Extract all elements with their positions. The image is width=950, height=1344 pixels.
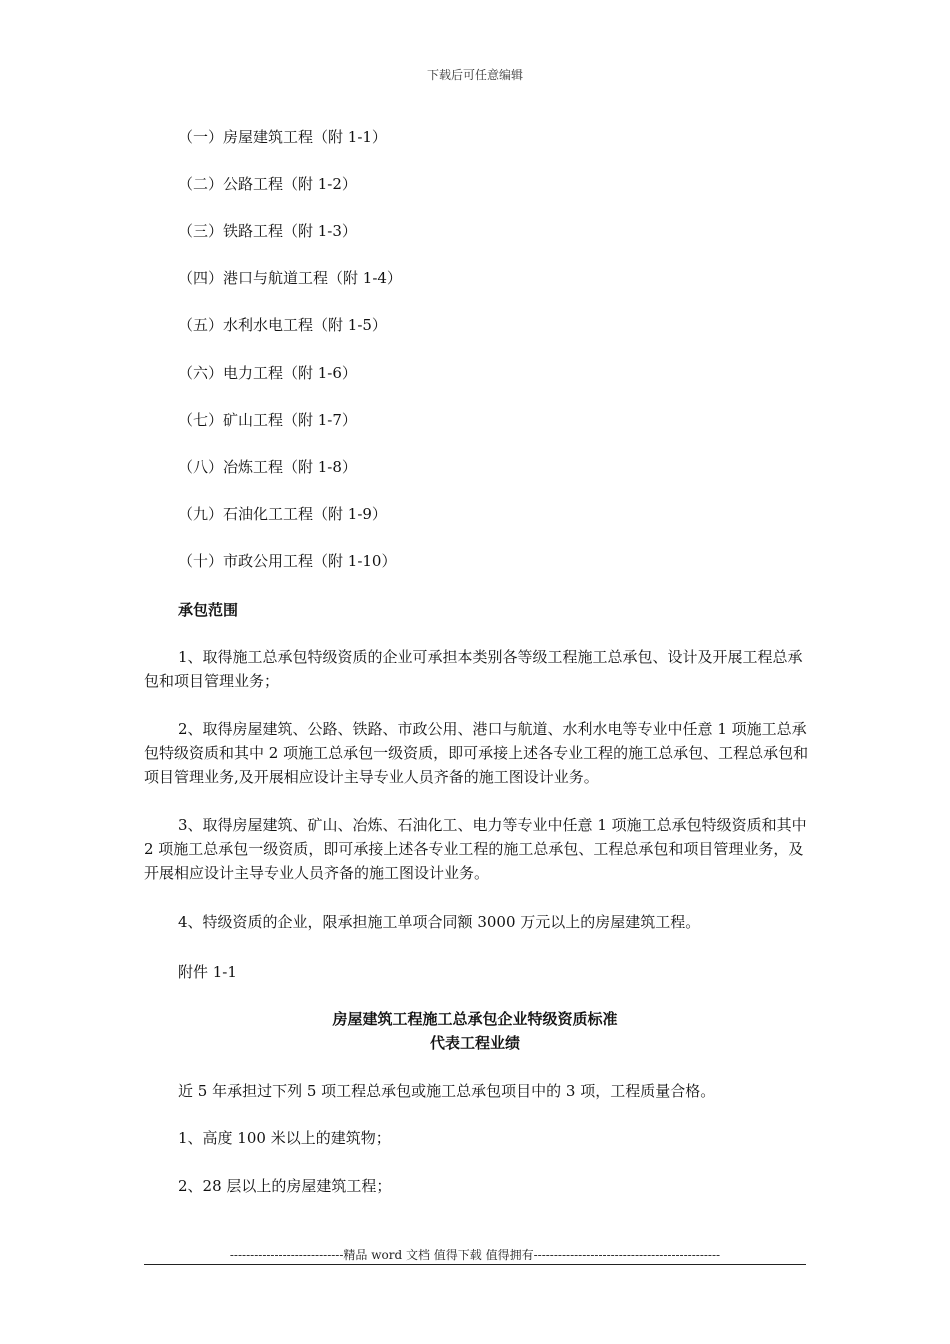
scope-paragraph-1: 1、取得施工总承包特级资质的企业可承担本类别各等级工程施工总承包、设计及开展工程总承包和项目管理业务；: [144, 648, 803, 690]
category-item-8: （八）冶炼工程（附 1-8）: [178, 458, 357, 476]
category-item-10: （十）市政公用工程（附 1-10）: [178, 552, 397, 570]
appendix-label: 附件 1-1: [178, 963, 237, 981]
scope-heading: 承包范围: [178, 601, 239, 619]
category-item-7: （七）矿山工程（附 1-7）: [178, 411, 357, 429]
appendix-intro: 近 5 年承担过下列 5 项工程总承包或施工总承包项目中的 3 项，工程质量合格。: [178, 1082, 716, 1100]
appendix-subtitle: 代表工程业绩: [429, 1034, 520, 1052]
scope-paragraph-2: 2、取得房屋建筑、公路、铁路、市政公用、港口与航道、水利水电等专业中任意 1 项施工总承包特级资质和其中 2 项施工总承包一级资质，即可承接上述各专业工程的施工总承包、工程总承包和项目管理业务,及开展相应设计主导专业人员齐备的施工图设计业务。: [144, 720, 809, 786]
category-item-5: （五）水利水电工程（附 1-5）: [178, 316, 387, 334]
appendix-item-1: 1、高度 100 米以上的建筑物；: [178, 1129, 391, 1147]
page-footer: ----------------------------精品 word 文档 值得下载 值得拥有----------------------------------------------: [229, 1248, 721, 1262]
scope-paragraph-4: 4、特级资质的企业，限承担施工单项合同额 3000 万元以上的房屋建筑工程。: [178, 913, 701, 931]
page-header: 下载后可任意编辑: [426, 68, 523, 82]
category-item-4: （四）港口与航道工程（附 1-4）: [178, 269, 402, 287]
appendix-item-2: 2、28 层以上的房屋建筑工程；: [178, 1177, 392, 1195]
category-item-3: （三）铁路工程（附 1-3）: [178, 222, 357, 240]
category-item-9: （九）石油化工工程（附 1-9）: [178, 505, 387, 523]
category-item-6: （六）电力工程（附 1-6）: [178, 364, 357, 382]
category-item-1: （一）房屋建筑工程（附 1-1）: [178, 128, 387, 146]
scope-paragraph-3: 3、取得房屋建筑、矿山、冶炼、石油化工、电力等专业中任意 1 项施工总承包特级资质和其中 2 项施工总承包一级资质，即可承接上述各专业工程的施工总承包、工程总承包和项目管理业务，及开展相应设计主导专业人员齐备的施工图设计业务。: [144, 816, 807, 882]
footer-divider: [144, 1264, 806, 1265]
category-item-2: （二）公路工程（附 1-2）: [178, 175, 357, 193]
appendix-title: 房屋建筑工程施工总承包企业特级资质标准: [332, 1010, 618, 1028]
